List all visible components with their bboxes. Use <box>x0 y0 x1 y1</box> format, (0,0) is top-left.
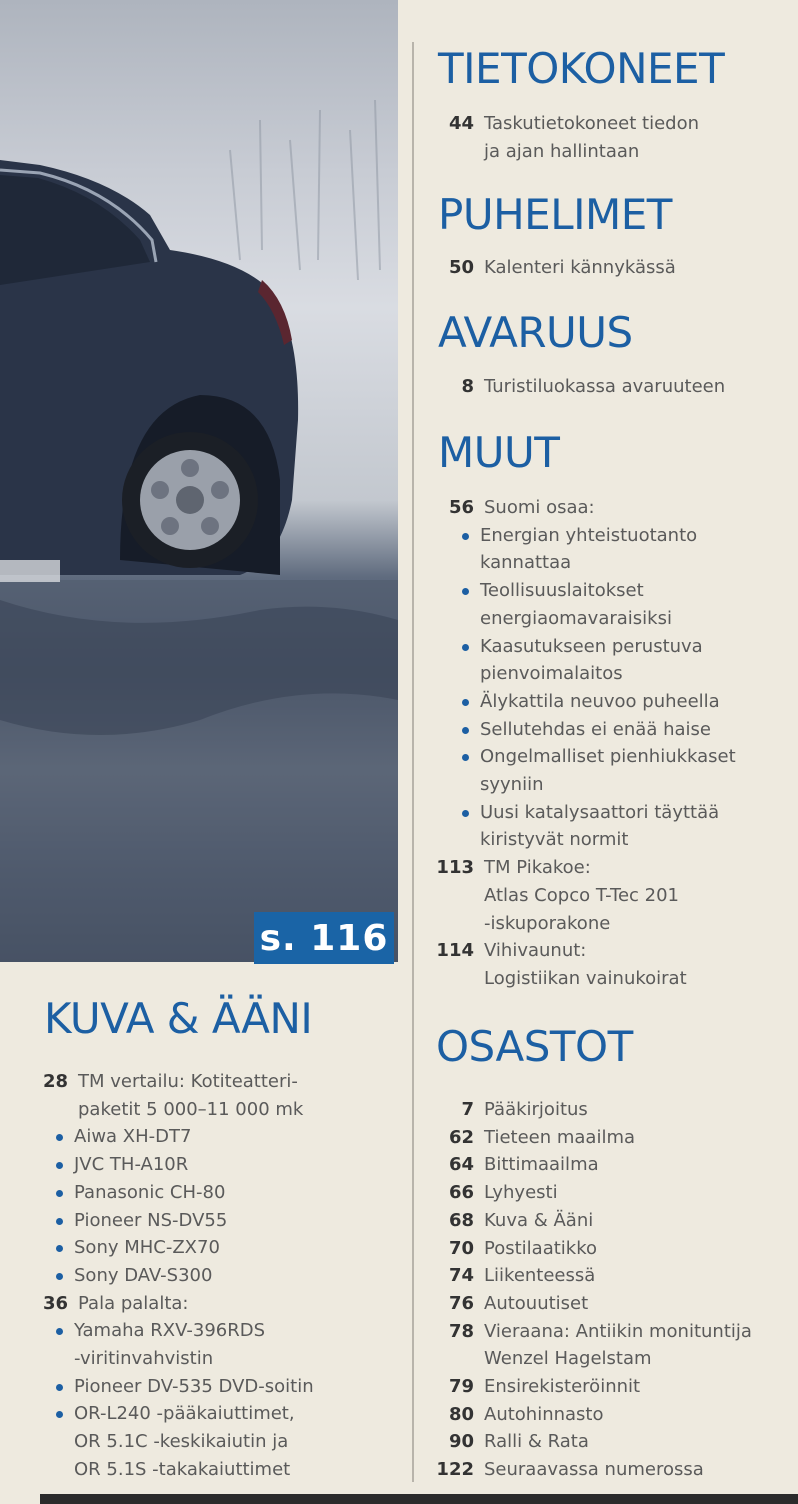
bullet-text <box>480 799 719 854</box>
page-number: 64 <box>448 1154 474 1176</box>
section-heading-tietokoneet: TIETOKONEET <box>438 44 725 93</box>
toc-item <box>436 1235 752 1263</box>
entry-line: Ongelmalliset pienhiukkaset <box>480 746 736 768</box>
toc-item <box>436 1207 752 1235</box>
page-number: 74 <box>448 1265 474 1287</box>
page-number: 78 <box>448 1320 474 1342</box>
toc-section-kuva-aani <box>30 1068 314 1484</box>
bullet-text <box>480 522 697 577</box>
bullet-text: Sellutehdas ei enää haise <box>480 718 711 740</box>
section-heading-muut: MUUT <box>438 428 560 477</box>
bullet-icon <box>460 633 480 688</box>
bullet-text: Panasonic CH-80 <box>74 1181 226 1203</box>
toc-entry-text: Autouutiset <box>484 1292 589 1314</box>
toc-item <box>436 1096 752 1124</box>
entry-line: TM vertailu: Kotiteatteri- <box>78 1071 298 1092</box>
bullet-icon <box>54 1234 74 1262</box>
entry-line: Yamaha RXV-396RDS <box>74 1320 266 1342</box>
toc-entry-text: Ralli & Rata <box>484 1431 589 1453</box>
toc-entry-text: Turistiluokassa avaruuteen <box>484 376 726 397</box>
bullet-item <box>436 716 736 744</box>
page-number: 28 <box>42 1071 68 1092</box>
entry-line: -viritinvahvistin <box>74 1348 214 1370</box>
toc-item <box>436 1456 752 1484</box>
page-number: 76 <box>448 1292 474 1314</box>
entry-line: -iskuporakone <box>484 912 611 934</box>
toc-entry-text: Lyhyesti <box>484 1182 558 1204</box>
bullet-item <box>30 1262 314 1290</box>
bullet-icon <box>460 743 480 798</box>
page-number: 70 <box>448 1237 474 1259</box>
entry-line: pienvoimalaitos <box>480 663 623 685</box>
section-heading-puhelimet: PUHELIMET <box>438 190 672 239</box>
bullet-item <box>436 577 736 632</box>
page-number: 122 <box>436 1459 474 1481</box>
entry-line: kiristyvät normit <box>480 829 629 851</box>
page-number: 68 <box>448 1209 474 1231</box>
bullet-icon <box>54 1207 74 1235</box>
bullet-text: Pioneer NS-DV55 <box>74 1209 228 1231</box>
page-number: 8 <box>461 376 474 397</box>
bullet-icon <box>54 1400 74 1483</box>
bullet-icon <box>460 716 480 744</box>
page-number: 36 <box>42 1292 68 1314</box>
toc-section-muut <box>436 494 736 993</box>
toc-section-avaruus <box>436 373 725 401</box>
toc-item <box>436 1179 752 1207</box>
toc-item <box>436 373 725 401</box>
toc-item <box>436 1401 752 1429</box>
entry-line: paketit 5 000–11 000 mk <box>78 1098 304 1120</box>
bullet-item <box>30 1317 314 1372</box>
toc-entry-text <box>474 854 679 937</box>
bullet-icon <box>460 522 480 577</box>
toc-item <box>30 1068 314 1123</box>
car-photo <box>0 0 398 962</box>
toc-section-puhelimet <box>436 254 676 282</box>
page-number: 113 <box>436 857 474 879</box>
toc-entry-text: Pala palalta: <box>78 1292 189 1314</box>
toc-entry-text: Suomi osaa: <box>484 497 595 518</box>
bullet-text: Älykattila neuvoo puheella <box>480 690 720 712</box>
entry-line: Teollisuuslaitokset <box>480 580 644 602</box>
toc-item <box>436 1151 752 1179</box>
car-illustration <box>0 0 398 962</box>
toc-item <box>436 1318 752 1373</box>
bullet-item <box>30 1179 314 1207</box>
entry-line: Wenzel Hagelstam <box>484 1348 652 1370</box>
page-number: 114 <box>436 940 474 962</box>
section-heading-osastot: OSASTOT <box>436 1022 633 1071</box>
entry-line: Uusi katalysaattori täyttää <box>480 801 720 823</box>
toc-section-tietokoneet <box>436 110 699 165</box>
toc-item <box>30 1290 314 1318</box>
page-number: 80 <box>448 1403 474 1425</box>
bullet-icon <box>54 1151 74 1179</box>
toc-entry-text: Postilaatikko <box>484 1237 598 1259</box>
toc-entry-text: Kalenteri kännykässä <box>484 257 676 278</box>
bullet-text <box>74 1400 295 1483</box>
entry-line: kannattaa <box>480 552 572 574</box>
toc-entry-text: Bittimaailma <box>484 1154 599 1176</box>
section-heading-avaruus: AVARUUS <box>438 308 633 357</box>
toc-entry-text: Autohinnasto <box>484 1403 604 1425</box>
entry-line: OR 5.1C -keskikaiutin ja <box>74 1431 289 1453</box>
toc-entry-text <box>68 1068 303 1123</box>
page-number: 79 <box>448 1376 474 1398</box>
bullet-text <box>480 743 736 798</box>
bullet-text <box>74 1317 265 1372</box>
page-number: 62 <box>448 1126 474 1148</box>
bullet-icon <box>54 1262 74 1290</box>
page-number: 44 <box>448 113 474 134</box>
toc-entry-text: Pääkirjoitus <box>484 1099 588 1120</box>
bullet-icon <box>460 577 480 632</box>
bullet-item <box>30 1234 314 1262</box>
page-number: 56 <box>448 497 474 518</box>
bullet-text: JVC TH-A10R <box>74 1154 189 1176</box>
bullet-icon <box>54 1317 74 1372</box>
bullet-text: Sony MHC-ZX70 <box>74 1237 220 1259</box>
bullet-item <box>436 633 736 688</box>
bullet-text <box>480 577 672 632</box>
toc-item <box>436 1373 752 1401</box>
toc-entry-text: Seuraavassa numerossa <box>484 1459 704 1481</box>
toc-section-osastot <box>436 1096 752 1484</box>
toc-item <box>436 1428 752 1456</box>
page-number: 7 <box>461 1099 474 1120</box>
bullet-icon <box>54 1123 74 1151</box>
page-number: 66 <box>448 1182 474 1204</box>
entry-line: Logistiikan vainukoirat <box>484 967 687 989</box>
entry-line: Kaasutukseen perustuva <box>480 635 703 657</box>
toc-entry-text: Tieteen maailma <box>484 1126 636 1148</box>
section-heading-kuva-aani: KUVA & ÄÄNI <box>44 994 313 1043</box>
bullet-item <box>30 1207 314 1235</box>
bullet-icon <box>460 688 480 716</box>
toc-item <box>436 937 736 992</box>
entry-line: Energian yhteistuotanto <box>480 524 698 546</box>
bullet-text: Aiwa XH-DT7 <box>74 1126 192 1148</box>
page-number: 90 <box>448 1431 474 1453</box>
entry-line: Vieraana: Antiikin monituntija <box>484 1320 752 1342</box>
bullet-item <box>436 522 736 577</box>
entry-line: syyniin <box>480 774 544 796</box>
toc-entry-text <box>474 937 687 992</box>
entry-line: OR 5.1S -takakaiuttimet <box>74 1458 291 1480</box>
toc-item <box>436 1262 752 1290</box>
bullet-item <box>436 799 736 854</box>
toc-item <box>436 494 736 522</box>
page-reference-badge: s. 116 <box>254 912 394 964</box>
entry-line: OR-L240 -pääkaiuttimet, <box>74 1403 295 1425</box>
toc-item <box>436 110 699 165</box>
toc-item <box>436 1290 752 1318</box>
bullet-text: Sony DAV-S300 <box>74 1264 213 1286</box>
toc-entry-text: Liikenteessä <box>484 1265 596 1287</box>
entry-line: energiaomavaraisiksi <box>480 607 672 629</box>
toc-entry-text <box>474 110 699 165</box>
bullet-item <box>30 1373 314 1401</box>
page-number: 50 <box>448 257 474 278</box>
toc-item <box>436 854 736 937</box>
column-divider <box>412 42 414 1482</box>
toc-entry-text <box>474 1318 752 1373</box>
bullet-icon <box>54 1373 74 1401</box>
entry-line: Atlas Copco T-Tec 201 <box>484 884 679 906</box>
bullet-item <box>30 1123 314 1151</box>
bullet-item <box>436 688 736 716</box>
bullet-icon <box>54 1179 74 1207</box>
bullet-item <box>30 1400 314 1483</box>
entry-line: Vihivaunut: <box>484 940 587 962</box>
entry-line: Taskutietokoneet tiedon <box>484 113 700 134</box>
entry-line: TM Pikakoe: <box>484 857 591 879</box>
bottom-rule <box>40 1494 798 1504</box>
bullet-text: Pioneer DV-535 DVD-soitin <box>74 1375 314 1397</box>
toc-entry-text: Kuva & Ääni <box>484 1209 594 1231</box>
bullet-item <box>436 743 736 798</box>
entry-line: ja ajan hallintaan <box>484 140 640 162</box>
toc-entry-text: Ensirekisteröinnit <box>484 1376 641 1398</box>
toc-item <box>436 1124 752 1152</box>
bullet-item <box>30 1151 314 1179</box>
bullet-text <box>480 633 703 688</box>
bullet-icon <box>460 799 480 854</box>
toc-item <box>436 254 676 282</box>
